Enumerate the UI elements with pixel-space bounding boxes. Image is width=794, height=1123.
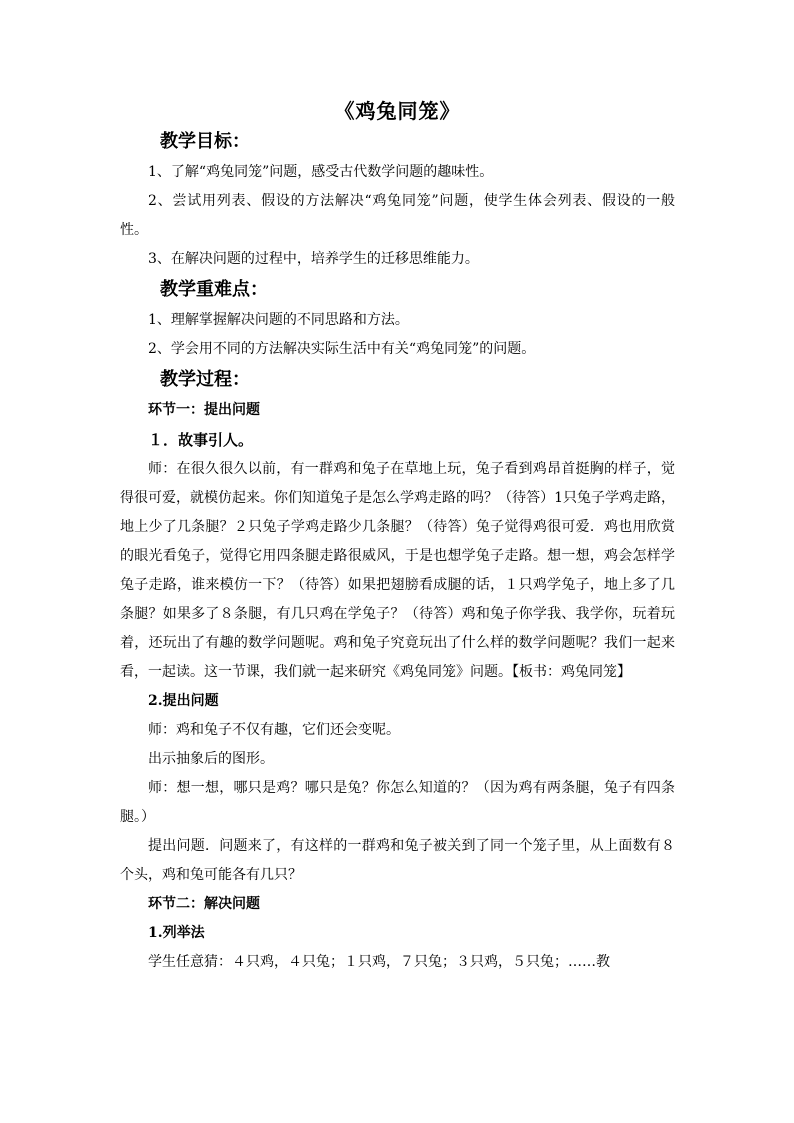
objective-item-1: 1、了解“鸡兔同笼”问题，感受古代数学问题的趣味性。 xyxy=(148,164,494,180)
stage-1-part-1-title: １．故事引人。 xyxy=(148,431,254,449)
key-point-item-1: 1、理解掌握解决问题的不同思路和方法。 xyxy=(148,312,409,328)
stage-2-method-1-text: 学生任意猜：４只鸡，４只兔；１只鸡，７只兔；３只鸡，５只兔；……教 xyxy=(148,954,610,970)
objectives-heading: 教学目标： xyxy=(160,131,250,152)
stage-1-label: 环节一：提出问题 xyxy=(148,402,260,418)
stage-1-part-2-line-4: 提出问题．问题来了，有这样的一群鸡和兔子被关到了同一个笼子里，从上面数有８个头，鸡和兔可能各有几只？ xyxy=(120,838,675,883)
document-title: 《鸡兔同笼》 xyxy=(334,99,461,123)
document-body xyxy=(120,96,675,977)
key-points-heading: 教学重难点： xyxy=(160,279,268,300)
stage-1-part-2-line-2: 出示抽象后的图形。 xyxy=(148,751,274,767)
process-heading: 教学过程： xyxy=(160,369,250,390)
key-point-item-2: 2、学会用不同的方法解决实际生活中有关“鸡兔同笼”的问题。 xyxy=(148,341,536,357)
objective-item-3: 3、在解决问题的过程中，培养学生的迁移思维能力。 xyxy=(148,251,479,267)
stage-1-part-1-text: 师：在很久很久以前，有一群鸡和兔子在草地上玩，兔子看到鸡昂首挺胸的样子，觉得很可爱，就模仿起来。你们知道兔子是怎么学鸡走路的吗？（待答）1只兔子学鸡走路，地上少了几条腿？２只兔子学鸡走路少几条腿？（待答）兔子觉得鸡很可爱．鸡也用欣赏的眼光看兔子，觉得它用四条腿走路很威风，于是也想学兔子走路。想一想，鸡会怎样学兔子走路，谁来模仿一下？（待答）如果把翅膀看成腿的话，１只鸡学兔子，地上多了几条腿？如果多了８条腿，有几只鸡在学兔子？（待答）鸡和兔子你学我、我学你，玩着玩着，还玩出了有趣的数学问题呢。鸡和兔子究竟玩出了什么样的数学问题呢？我们一起来看，一起读。这一节课，我们就一起来研究《鸡兔同笼》问题。【板书：鸡兔同笼】 xyxy=(120,461,675,680)
stage-2-label: 环节二：解决问题 xyxy=(148,896,260,912)
stage-1-part-2-title: 2.提出问题 xyxy=(148,693,219,709)
stage-2-method-1-title: 1.列举法 xyxy=(148,925,205,941)
stage-1-part-2-line-3: 师：想一想，哪只是鸡？哪只是兔？你怎么知道的？（因为鸡有两条腿，兔子有四条腿。） xyxy=(120,780,675,825)
objective-item-2: 2、尝试用列表、假设的方法解决“鸡兔同笼”问题，使学生体会列表、假设的一般性。 xyxy=(120,193,675,238)
stage-1-part-2-line-1: 师：鸡和兔子不仅有趣，它们还会变呢。 xyxy=(148,722,400,738)
